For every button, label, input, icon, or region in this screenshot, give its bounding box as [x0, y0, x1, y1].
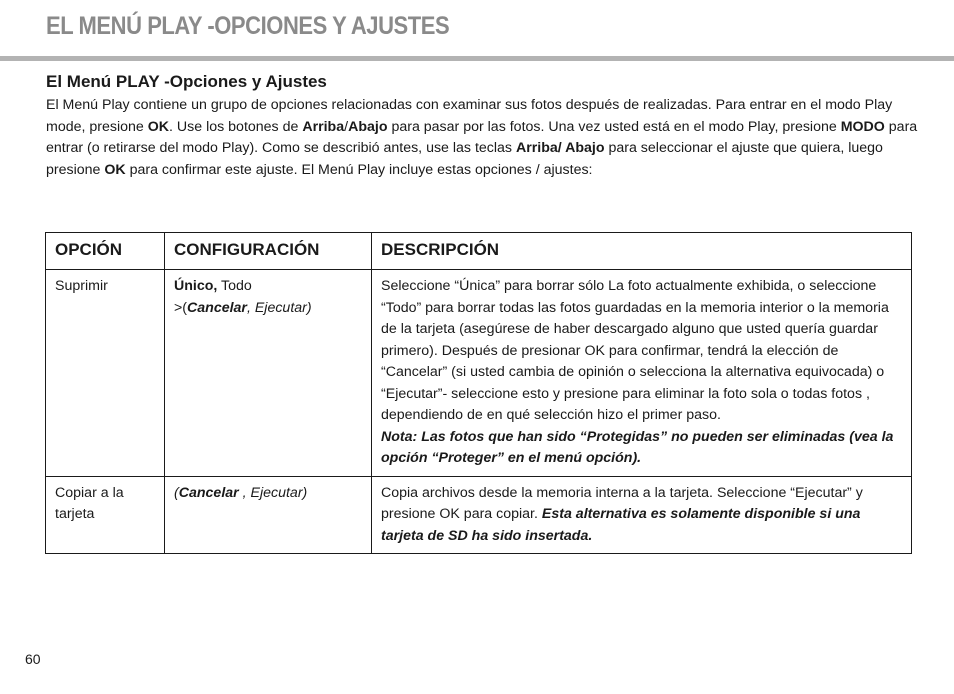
- note-text: Esta alternativa es solamente disponible si una tarjeta de SD ha sido insertada.: [381, 506, 861, 544]
- config-cell: Único, Todo >(Cancelar, Ejecutar): [165, 270, 372, 477]
- options-table: [45, 232, 912, 554]
- description-cell: Copia archivos desde la memoria interna a la tarjeta. Seleccione “Ejecutar” y presione OK para copiar. Esta alternativa es solamente disponible si una tarjeta de SD ha sido insertada.: [372, 476, 912, 554]
- table-header-row: [46, 233, 912, 270]
- option-cell: Suprimir: [46, 270, 165, 477]
- note-text: Nota: Las fotos que han sido “Protegidas” no pueden ser eliminadas (vea la opción “Proteger” en el menú opción).: [381, 428, 894, 466]
- config-cell: (Cancelar , Ejecutar): [165, 476, 372, 554]
- description-cell: Seleccione “Única” para borrar sólo La foto actualmente exhibida, o seleccione “Todo” para borrar todas las fotos guardadas en la memoria interior o la memoria de la tarjeta (asegúrese de haber descargado alguno que usted quería guardar primero). Después de presionar OK para confirmar, tendrá la elección de “Cancelar” (si usted cambia de opinión o selecciona la alternativa equivocada) o “Ejecutar”- seleccione esto y presione para eliminar la foto sola o todas fotos , dependiendo de en qué selección hizo el primer paso. Nota: Las fotos que han sido “Protegidas” no pueden ser eliminadas (vea la opción “Proteger” en el menú opción).: [372, 270, 912, 477]
- header-rule: [0, 56, 954, 61]
- option-cell: Copiar a la tarjeta: [46, 476, 165, 554]
- page-header: [0, 0, 954, 62]
- intro-paragraph: El Menú Play contiene un grupo de opciones relacionadas con examinar sus fotos después de realizadas. Para entrar en el modo Play mode, presione OK. Use los botones de Arriba/Abajo para pasar por las fotos. Una vez usted está en el modo Play, presione MODO para entrar (o retirarse del modo Play). Como se describió antes, use las teclas Arriba/ Abajo para seleccionar el ajuste que quiera, luego presione OK para confirmar este ajuste. El Menú Play incluye estas opciones / ajustes:: [46, 97, 918, 178]
- header-configuration: CONFIGURACIÓN: [165, 233, 372, 270]
- page-title: EL MENÚ PLAY -OPCIONES Y AJUSTES: [46, 12, 450, 40]
- table-row: [46, 270, 912, 477]
- section-heading: El Menú PLAY -Opciones y Ajustes: [46, 72, 327, 91]
- header-description: DESCRIPCIÓN: [372, 233, 912, 270]
- header-option: OPCIÓN: [46, 233, 165, 270]
- table-row: [46, 476, 912, 554]
- page-number: 60: [25, 651, 41, 667]
